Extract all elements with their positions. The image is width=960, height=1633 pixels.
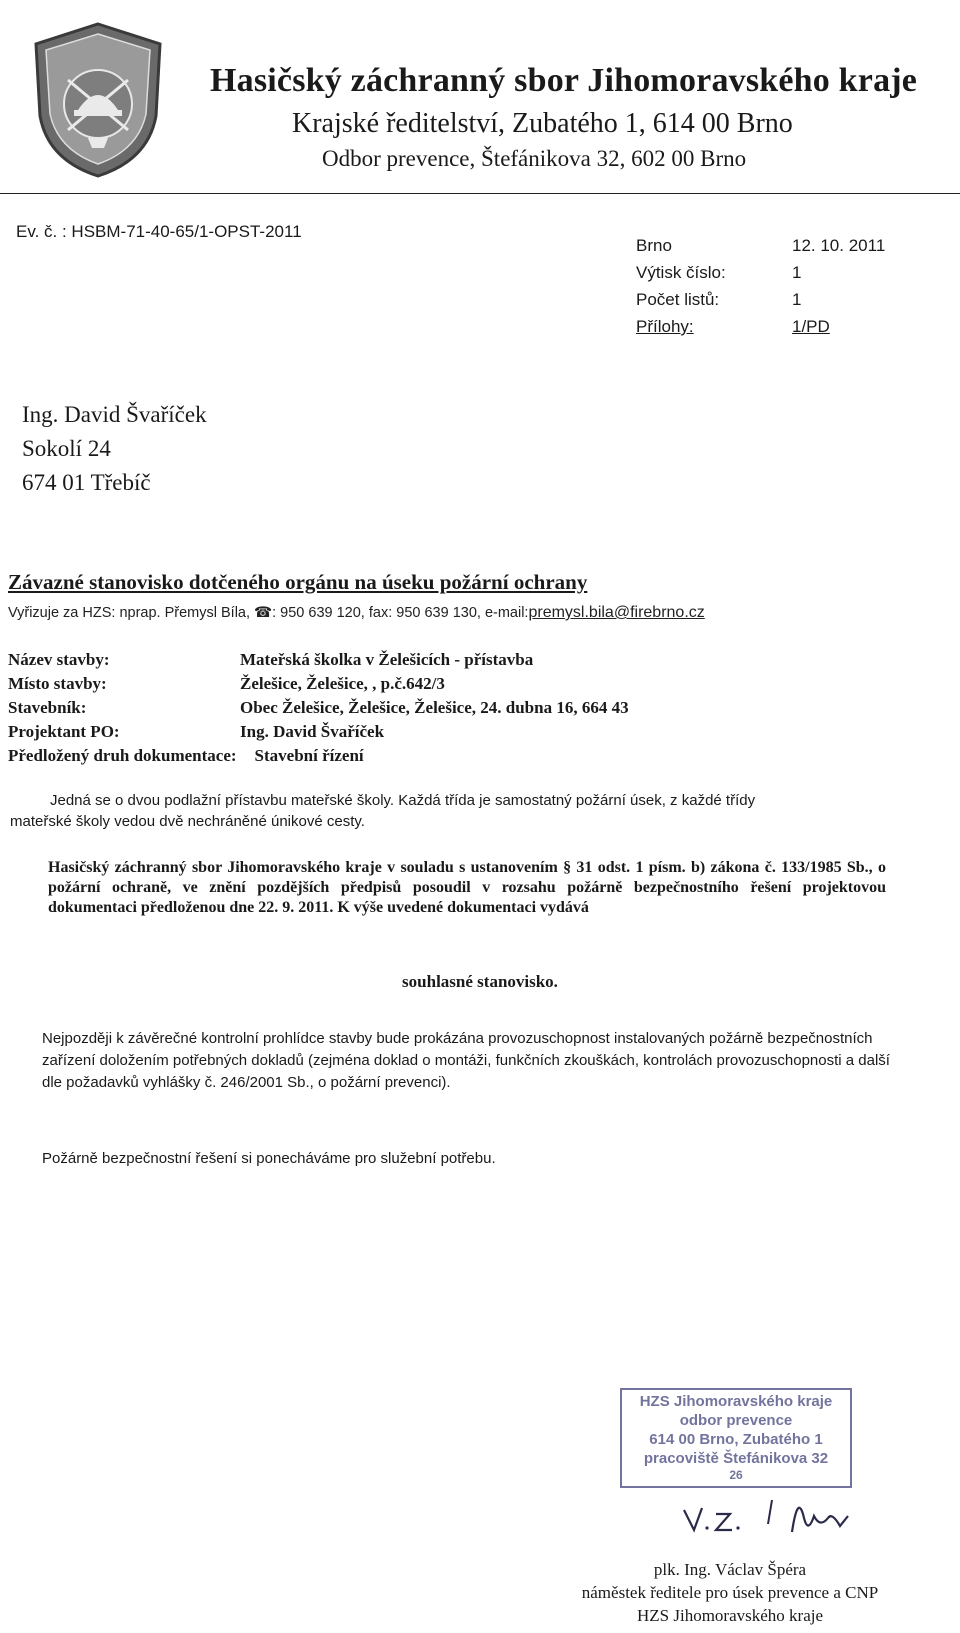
stamp-line: odbor prevence — [679, 1412, 793, 1429]
meta-pages-value: 1 — [792, 290, 802, 309]
paragraph-conditions-text: Nejpozději k závěrečné kontrolní prohlídce stavby bude prokázána provozuschopnost instalovaných požárně bezpečnostních zařízení doložením potřebných dokladů (zejména doklad o montáži, funkčních zkouškách, kontrolách provozuschopnosti a další dle požadavků vyhlášky č. 246/2001 Sb., o požární prevenci). — [42, 1030, 890, 1091]
paragraph-description-line2: mateřské školy vedou dvě nechráněné únikové cesty. — [10, 813, 365, 830]
meta-copy — [636, 259, 885, 286]
office-stamp — [620, 1388, 852, 1488]
meta-attachments — [636, 313, 885, 340]
meta-pages-label: Počet listů: — [636, 290, 720, 309]
meta-place-date — [636, 232, 885, 259]
handler-text: Vyřizuje za HZS: nprap. Přemysl Bíla, — [8, 605, 251, 621]
organization-address-department: Odbor prevence, Štefánikova 32, 602 00 Brno — [322, 146, 747, 171]
signatory-block — [520, 1558, 940, 1627]
paragraph-description-line1: Jedná se o dvou podlažní přístavbu mateřské školy. Každá třída je samostatný požární úsek, z každé třídy — [50, 792, 756, 809]
field-label: Název stavby: — [8, 650, 110, 669]
field-row — [8, 720, 629, 744]
field-label: Stavebník: — [8, 698, 87, 717]
telephone-icon: ☎ — [254, 605, 273, 621]
handler-email: premysl.bila@firebrno.cz — [528, 604, 705, 621]
signature-drawing — [680, 1488, 860, 1548]
recipient-street: Sokolí 24 — [22, 436, 111, 461]
document-meta — [636, 232, 885, 340]
field-row — [8, 648, 629, 672]
paragraph-description — [10, 790, 890, 832]
field-value: Želešice, Želešice, , p.č.642/3 — [240, 674, 445, 693]
document-title: Závazné stanovisko dotčeného orgánu na úseku požární ochrany — [8, 570, 588, 594]
stamp-line: HZS Jihomoravského kraje — [639, 1393, 833, 1410]
meta-place: Brno — [636, 236, 672, 255]
stamp-line: 26 — [729, 1468, 743, 1482]
field-value: Stavební řízení — [254, 746, 364, 765]
meta-copy-label: Výtisk číslo: — [636, 263, 726, 282]
paragraph-retention: Požárně bezpečnostní řešení si ponecháváme pro služební potřebu. — [42, 1150, 496, 1167]
logo-emblem — [28, 20, 168, 180]
meta-pages — [636, 286, 885, 313]
signatory-organization: HZS Jihomoravského kraje — [636, 1606, 824, 1625]
consent-statement: souhlasné stanovisko. — [402, 972, 558, 991]
field-label: Projektant PO: — [8, 722, 120, 741]
fire-rescue-emblem-icon — [28, 20, 168, 180]
construction-fields — [8, 648, 629, 768]
recipient-address — [22, 398, 207, 500]
paragraph-legal-basis — [6, 858, 886, 918]
field-value: Obec Želešice, Želešice, Želešice, 24. dubna 16, 664 43 — [240, 698, 629, 717]
meta-attachments-label: Přílohy: — [636, 317, 694, 336]
field-row — [8, 672, 629, 696]
header-divider — [0, 193, 960, 194]
paragraph-legal-basis-text: Hasičský záchranný sbor Jihomoravského kraje v souladu s ustanovením § 31 odst. 1 písm. b) zákona č. 133/1985 Sb., o požární ochraně, ve znění pozdějších předpisů posoudil v rozsahu požárně bezpečnostního řešení projektovou dokumentaci předloženou dne 22. 9. 2011. K výše uvedené dokumentaci vydává — [48, 859, 886, 916]
recipient-city: 674 01 Třebíč — [22, 470, 151, 495]
handwritten-signature — [680, 1488, 860, 1548]
handler-line — [8, 604, 705, 622]
signatory-role: náměstek ředitele pro úsek prevence a CNP — [581, 1583, 879, 1602]
stamp-line: pracoviště Štefánikova 32 — [643, 1450, 829, 1467]
field-row — [8, 744, 629, 768]
stamp-line: 614 00 Brno, Zubatého 1 — [649, 1431, 823, 1448]
field-label: Předložený druh dokumentace: — [8, 746, 237, 765]
field-row — [8, 696, 629, 720]
paragraph-conditions — [8, 1028, 898, 1094]
field-label: Místo stavby: — [8, 674, 107, 693]
meta-date: 12. 10. 2011 — [792, 236, 886, 255]
handler-contacts: : 950 639 120, fax: 950 639 130, e-mail: — [272, 605, 529, 621]
organization-name: Hasičský záchranný sbor Jihomoravského kraje — [210, 62, 918, 99]
signatory-name: plk. Ing. Václav Špéra — [653, 1560, 807, 1579]
field-value: Ing. David Švaříček — [240, 722, 385, 741]
meta-copy-value: 1 — [792, 263, 802, 282]
meta-attachments-value: 1/PD — [792, 317, 830, 336]
recipient-name: Ing. David Švaříček — [22, 402, 207, 427]
field-value: Mateřská školka v Želešicích - přístavba — [240, 650, 534, 669]
organization-address-hq: Krajské ředitelství, Zubatého 1, 614 00 Brno — [292, 108, 793, 139]
evidence-number: Ev. č. : HSBM-71-40-65/1-OPST-2011 — [16, 222, 302, 241]
